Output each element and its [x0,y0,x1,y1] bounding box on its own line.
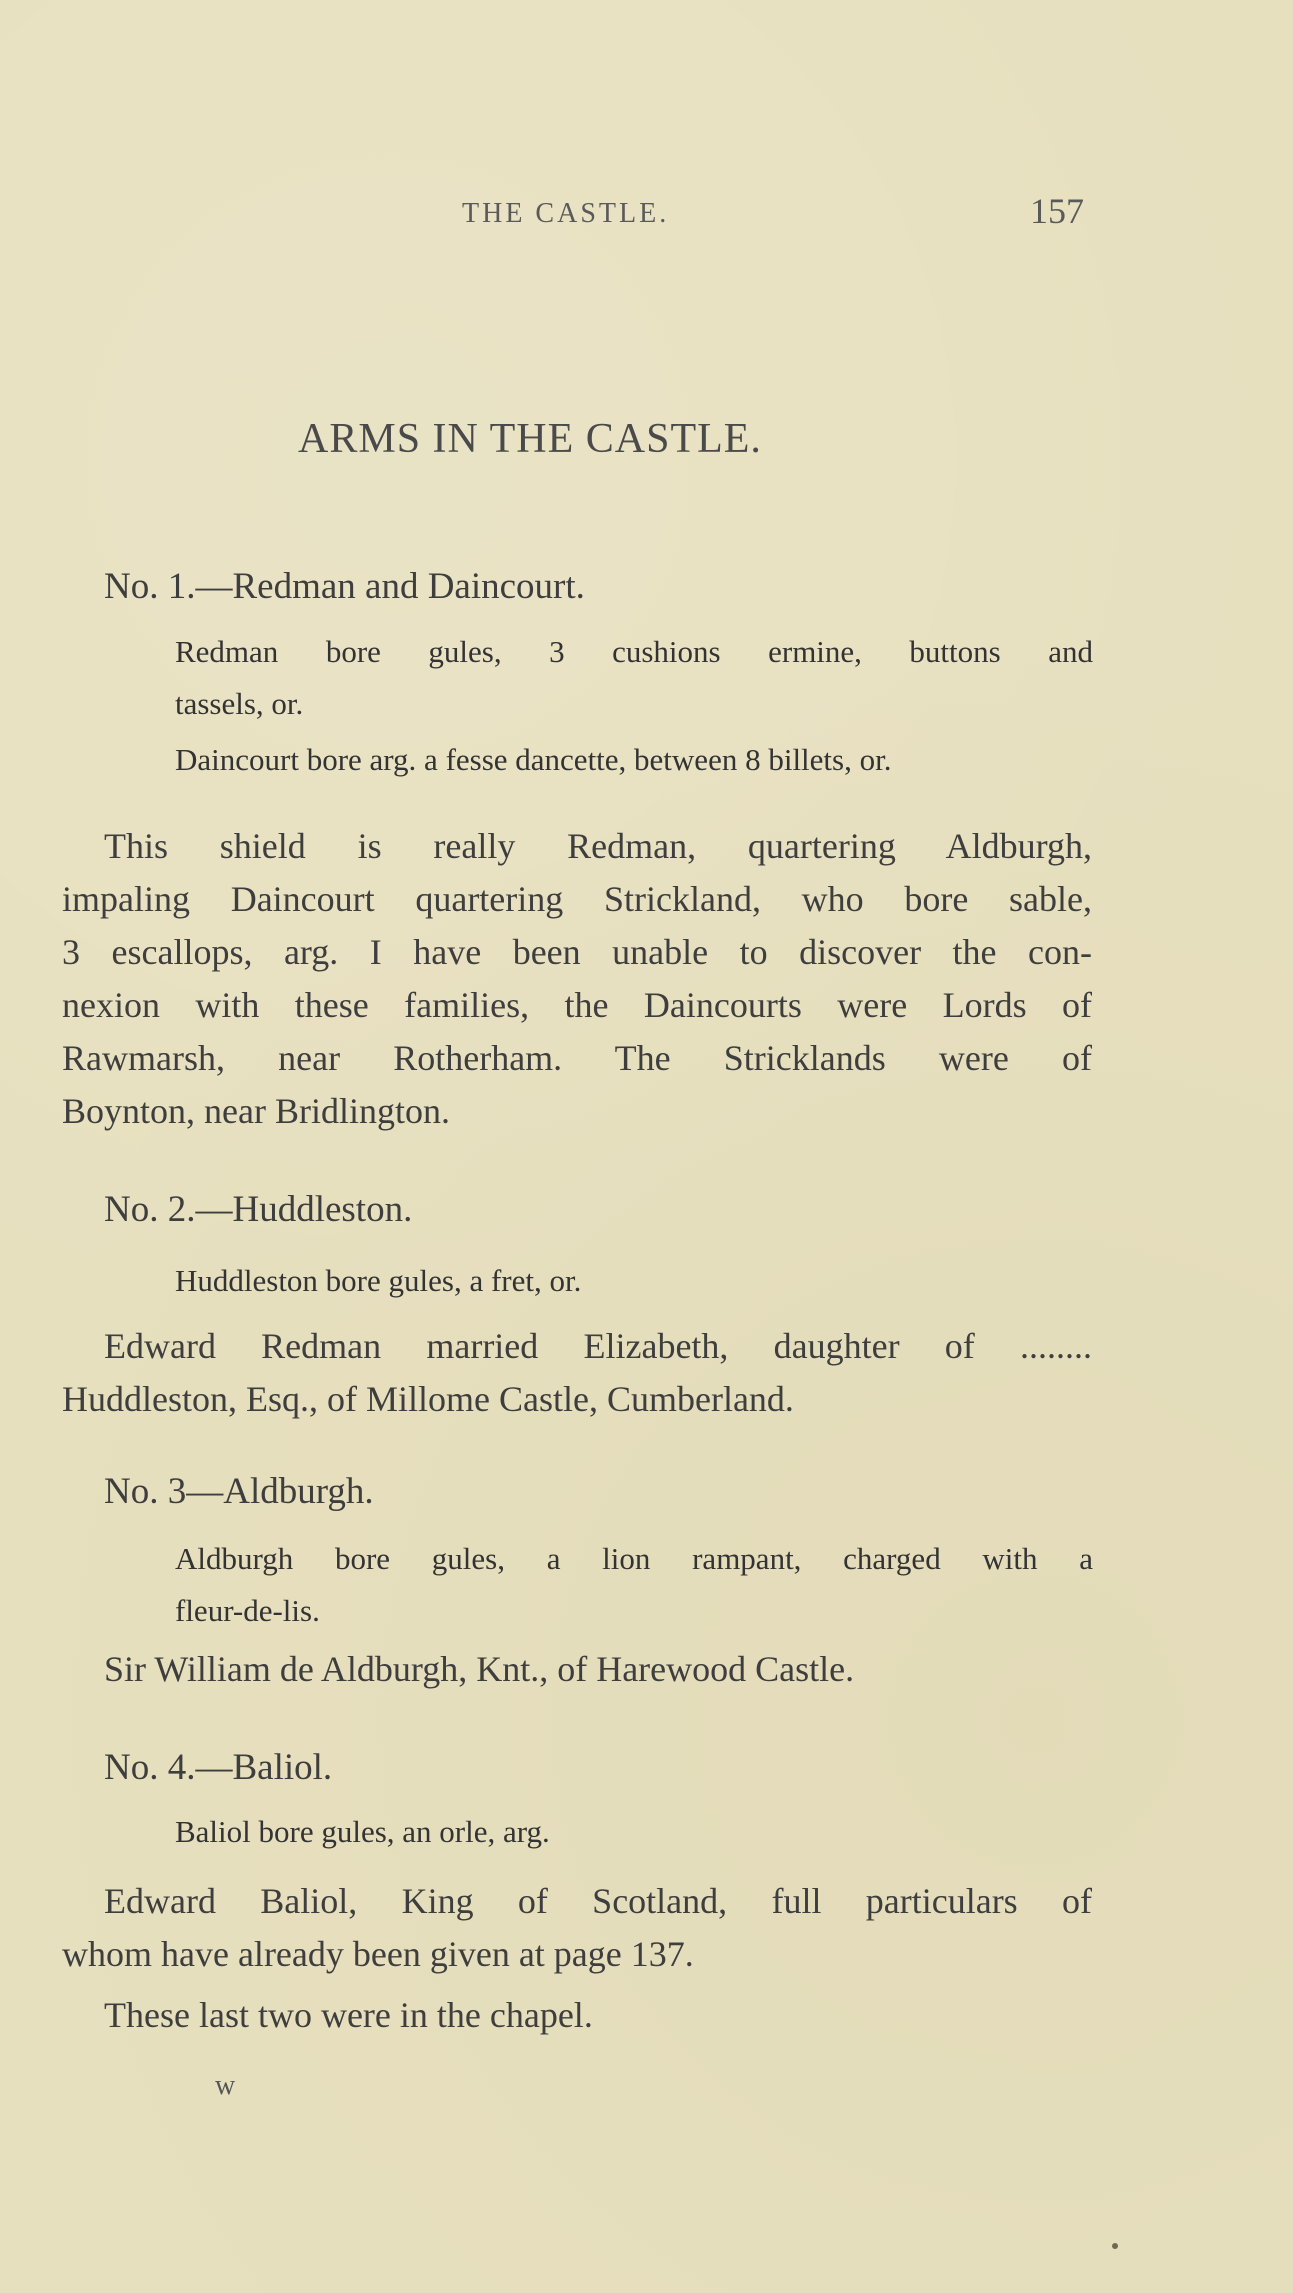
paragraph-line: Rawmarsh, near Rotherham. The Stricklands were of [62,1038,1092,1078]
paragraph-line: Edward Redman married Elizabeth, daughter of ........ [104,1326,1092,1366]
entry-4-description [175,1806,1093,1858]
entry-3-description [175,1533,1093,1637]
paragraph-line: whom have already been given at page 137. [62,1934,694,1974]
ink-speck [1112,2243,1118,2249]
entry-2-paragraph [62,1320,1092,1426]
entry-4-paragraph [62,1875,1092,2042]
description-line: Redman bore gules, 3 cushions ermine, buttons and [175,634,1093,669]
entry-heading-3: No. 3—Aldburgh. [104,1471,374,1512]
entry-2-description [175,1255,1093,1307]
entry-1-description-redman [175,626,1093,730]
page-number: 157 [1030,191,1084,231]
paragraph-line: 3 escallops, arg. I have been unable to discover the con- [62,932,1092,972]
paragraph-line: nexion with these families, the Daincourts were Lords of [62,985,1092,1025]
paragraph-line: Boynton, near Bridlington. [62,1091,450,1131]
description-line: tassels, or. [175,686,304,721]
description-line: Huddleston bore gules, a fret, or. [175,1263,582,1298]
paragraph-line: Huddleston, Esq., of Millome Castle, Cumberland. [62,1379,794,1419]
description-line: fleur-de-lis. [175,1593,320,1628]
entry-1-paragraph [62,820,1092,1138]
entry-3-paragraph [62,1643,1092,1696]
running-head: THE CASTLE. [462,198,670,229]
paragraph-line: Sir William de Aldburgh, Knt., of Harewood Castle. [104,1649,855,1689]
entry-heading-1: No. 1.—Redman and Daincourt. [104,566,585,607]
entry-heading-2: No. 2.—Huddleston. [104,1189,413,1230]
entry-heading-4: No. 4.—Baliol. [104,1747,333,1788]
entry-1-description-daincourt [175,734,1093,786]
description-line: Aldburgh bore gules, a lion rampant, charged with a [175,1541,1093,1576]
section-title: ARMS IN THE CASTLE. [298,416,762,462]
description-line: Daincourt bore arg. a fesse dancette, between 8 billets, or. [175,742,892,777]
paragraph-line: These last two were in the chapel. [104,1995,593,2035]
description-line: Baliol bore gules, an orle, arg. [175,1814,550,1849]
paragraph-line: This shield is really Redman, quartering Aldburgh, [104,826,1092,866]
paragraph-line: Edward Baliol, King of Scotland, full particulars of [104,1881,1092,1921]
signature-mark: w [215,2070,236,2101]
paragraph-line: impaling Daincourt quartering Strickland, who bore sable, [62,879,1092,919]
